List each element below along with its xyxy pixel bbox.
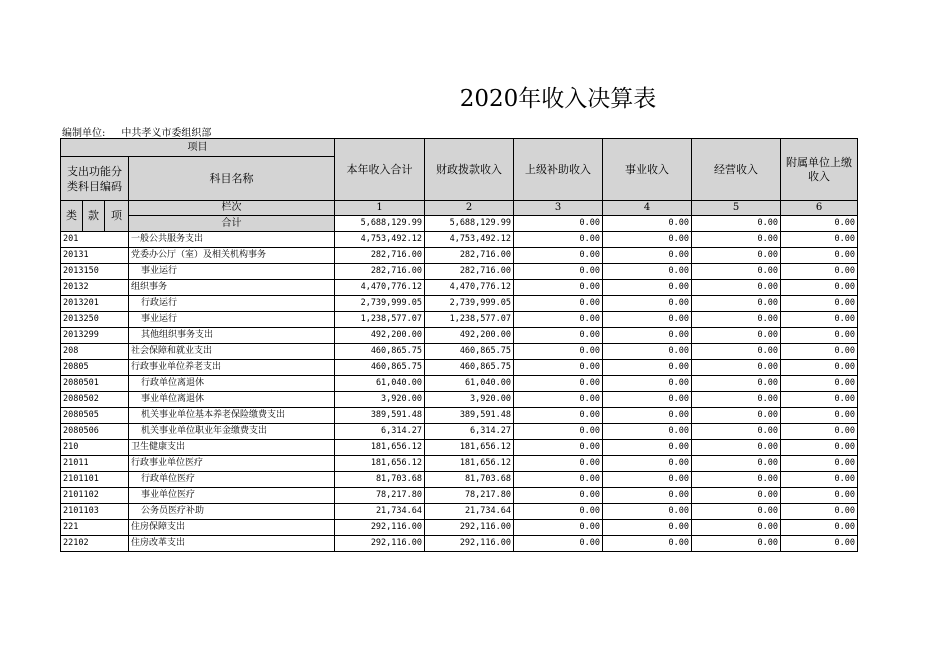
table-row <box>61 328 858 344</box>
table-row <box>61 488 858 504</box>
row-value: 389,591.48 <box>425 408 514 424</box>
row-name: 组织事务 <box>129 280 335 296</box>
row-value: 21,734.64 <box>335 504 425 520</box>
row-value: 0.00 <box>603 328 692 344</box>
header-project: 项目 <box>61 139 335 157</box>
row-name: 行政事业单位医疗 <box>129 456 335 472</box>
row-value: 0.00 <box>514 520 603 536</box>
header-lei: 类 <box>61 201 83 232</box>
row-value: 0.00 <box>692 488 781 504</box>
row-name: 行政运行 <box>129 296 335 312</box>
row-value: 0.00 <box>781 472 858 488</box>
row-value: 292,116.00 <box>425 536 514 552</box>
row-name: 住房改革支出 <box>129 536 335 552</box>
row-code: 2013250 <box>61 312 129 328</box>
table-row <box>61 248 858 264</box>
row-value: 0.00 <box>692 280 781 296</box>
row-name: 行政单位离退休 <box>129 376 335 392</box>
row-value: 0.00 <box>603 248 692 264</box>
row-value: 61,040.00 <box>425 376 514 392</box>
row-value: 282,716.00 <box>335 248 425 264</box>
row-value: 0.00 <box>514 456 603 472</box>
row-value: 181,656.12 <box>425 456 514 472</box>
header-col-6: 附属单位上缴收入 <box>781 139 858 201</box>
row-value: 78,217.80 <box>425 488 514 504</box>
row-value: 78,217.80 <box>335 488 425 504</box>
row-value: 292,116.00 <box>425 520 514 536</box>
header-xiang: 项 <box>105 201 129 232</box>
row-value: 0.00 <box>692 392 781 408</box>
row-name: 卫生健康支出 <box>129 440 335 456</box>
row-value: 81,703.68 <box>425 472 514 488</box>
row-value: 0.00 <box>692 408 781 424</box>
row-value: 0.00 <box>603 312 692 328</box>
row-code: 2013201 <box>61 296 129 312</box>
row-value: 21,734.64 <box>425 504 514 520</box>
row-value: 0.00 <box>781 456 858 472</box>
row-value: 181,656.12 <box>425 440 514 456</box>
row-value: 0.00 <box>781 408 858 424</box>
row-value: 0.00 <box>781 392 858 408</box>
table-row <box>61 376 858 392</box>
table-row <box>61 264 858 280</box>
header-heji: 合计 <box>129 216 335 232</box>
row-code: 2080501 <box>61 376 129 392</box>
row-name: 党委办公厅（室）及相关机构事务 <box>129 248 335 264</box>
row-value: 0.00 <box>603 360 692 376</box>
row-value: 0.00 <box>514 376 603 392</box>
row-value: 0.00 <box>781 296 858 312</box>
row-value: 0.00 <box>692 424 781 440</box>
row-value: 0.00 <box>514 488 603 504</box>
row-value: 0.00 <box>514 344 603 360</box>
row-value: 492,200.00 <box>335 328 425 344</box>
row-value: 0.00 <box>781 328 858 344</box>
row-value: 4,753,492.12 <box>425 232 514 248</box>
table-row <box>61 344 858 360</box>
row-value: 181,656.12 <box>335 440 425 456</box>
table-row <box>61 312 858 328</box>
row-value: 0.00 <box>781 344 858 360</box>
row-code: 2101101 <box>61 472 129 488</box>
row-value: 0.00 <box>514 312 603 328</box>
table-row <box>61 408 858 424</box>
row-value: 0.00 <box>692 248 781 264</box>
header-col-4: 事业收入 <box>603 139 692 201</box>
row-value: 0.00 <box>692 296 781 312</box>
row-name: 其他组织事务支出 <box>129 328 335 344</box>
row-code: 208 <box>61 344 129 360</box>
row-value: 0.00 <box>603 296 692 312</box>
table-row <box>61 296 858 312</box>
row-value: 2,739,999.05 <box>425 296 514 312</box>
row-value: 0.00 <box>781 520 858 536</box>
row-value: 282,716.00 <box>425 248 514 264</box>
row-value: 0.00 <box>781 312 858 328</box>
header-col-2: 财政拨款收入 <box>425 139 514 201</box>
row-value: 0.00 <box>692 376 781 392</box>
row-code: 21011 <box>61 456 129 472</box>
row-value: 0.00 <box>514 248 603 264</box>
row-value: 0.00 <box>514 264 603 280</box>
table-row <box>61 424 858 440</box>
row-value: 292,116.00 <box>335 536 425 552</box>
row-code: 2080505 <box>61 408 129 424</box>
row-value: 0.00 <box>603 264 692 280</box>
row-value: 0.00 <box>692 232 781 248</box>
row-value: 492,200.00 <box>425 328 514 344</box>
row-value: 0.00 <box>603 280 692 296</box>
table-row <box>61 280 858 296</box>
row-value: 460,865.75 <box>425 344 514 360</box>
row-value: 0.00 <box>514 536 603 552</box>
row-name: 事业单位离退休 <box>129 392 335 408</box>
row-name: 住房保障支出 <box>129 520 335 536</box>
row-value: 0.00 <box>603 392 692 408</box>
row-code: 2013299 <box>61 328 129 344</box>
table-row <box>61 472 858 488</box>
row-value: 0.00 <box>514 232 603 248</box>
row-value: 0.00 <box>514 296 603 312</box>
total-cell: 0.00 <box>692 216 781 232</box>
row-value: 0.00 <box>603 424 692 440</box>
row-value: 0.00 <box>692 456 781 472</box>
row-value: 0.00 <box>603 520 692 536</box>
income-table <box>60 138 858 552</box>
row-name: 行政单位医疗 <box>129 472 335 488</box>
col-num-1: 1 <box>335 201 425 216</box>
table-row <box>61 536 858 552</box>
row-value: 0.00 <box>603 232 692 248</box>
row-code: 2013150 <box>61 264 129 280</box>
row-value: 0.00 <box>692 344 781 360</box>
row-value: 0.00 <box>692 440 781 456</box>
row-value: 0.00 <box>514 440 603 456</box>
row-value: 0.00 <box>603 504 692 520</box>
row-value: 460,865.75 <box>335 344 425 360</box>
row-value: 282,716.00 <box>425 264 514 280</box>
row-value: 0.00 <box>781 232 858 248</box>
row-value: 3,920.00 <box>425 392 514 408</box>
row-value: 0.00 <box>514 504 603 520</box>
total-cell: 0.00 <box>603 216 692 232</box>
row-value: 0.00 <box>781 536 858 552</box>
row-value: 61,040.00 <box>335 376 425 392</box>
row-value: 0.00 <box>692 472 781 488</box>
row-value: 0.00 <box>692 264 781 280</box>
row-value: 0.00 <box>781 440 858 456</box>
unit-line <box>62 124 211 139</box>
row-value: 0.00 <box>781 280 858 296</box>
row-code: 2101103 <box>61 504 129 520</box>
col-num-5: 5 <box>692 201 781 216</box>
col-num-3: 3 <box>514 201 603 216</box>
row-value: 1,238,577.07 <box>425 312 514 328</box>
row-value: 0.00 <box>514 472 603 488</box>
row-code: 2080506 <box>61 424 129 440</box>
col-num-4: 4 <box>603 201 692 216</box>
row-value: 282,716.00 <box>335 264 425 280</box>
row-name: 事业运行 <box>129 312 335 328</box>
total-cell: 0.00 <box>514 216 603 232</box>
row-code: 22102 <box>61 536 129 552</box>
row-code: 2101102 <box>61 488 129 504</box>
table-row <box>61 504 858 520</box>
row-value: 0.00 <box>692 520 781 536</box>
table-row <box>61 456 858 472</box>
row-value: 0.00 <box>781 504 858 520</box>
row-value: 4,753,492.12 <box>335 232 425 248</box>
table-row <box>61 360 858 376</box>
col-num-2: 2 <box>425 201 514 216</box>
row-value: 3,920.00 <box>335 392 425 408</box>
total-cell: 5,688,129.99 <box>425 216 514 232</box>
row-value: 0.00 <box>781 488 858 504</box>
row-value: 0.00 <box>514 328 603 344</box>
total-cell: 5,688,129.99 <box>335 216 425 232</box>
header-code-col: 支出功能分类科目编码 <box>61 157 129 201</box>
row-value: 0.00 <box>692 312 781 328</box>
header-kuan: 款 <box>83 201 105 232</box>
row-value: 0.00 <box>692 536 781 552</box>
row-value: 0.00 <box>603 440 692 456</box>
row-value: 4,470,776.12 <box>335 280 425 296</box>
header-col-3: 上级补助收入 <box>514 139 603 201</box>
row-value: 6,314.27 <box>425 424 514 440</box>
row-name: 机关事业单位基本养老保险缴费支出 <box>129 408 335 424</box>
row-value: 389,591.48 <box>335 408 425 424</box>
row-code: 210 <box>61 440 129 456</box>
row-name: 行政事业单位养老支出 <box>129 360 335 376</box>
row-name: 社会保障和就业支出 <box>129 344 335 360</box>
row-code: 20805 <box>61 360 129 376</box>
row-value: 0.00 <box>603 536 692 552</box>
row-value: 0.00 <box>781 376 858 392</box>
row-name: 事业运行 <box>129 264 335 280</box>
row-value: 0.00 <box>692 360 781 376</box>
row-code: 221 <box>61 520 129 536</box>
total-cell: 0.00 <box>781 216 858 232</box>
unit-name: 中共孝义市委组织部 <box>121 128 212 139</box>
row-code: 2080502 <box>61 392 129 408</box>
row-code: 20132 <box>61 280 129 296</box>
row-value: 181,656.12 <box>335 456 425 472</box>
header-lanci: 栏次 <box>129 201 335 216</box>
row-name: 机关事业单位职业年金缴费支出 <box>129 424 335 440</box>
header-col-1: 本年收入合计 <box>335 139 425 201</box>
row-value: 0.00 <box>514 424 603 440</box>
header-name-col: 科目名称 <box>129 157 335 201</box>
row-value: 0.00 <box>781 360 858 376</box>
row-value: 0.00 <box>603 408 692 424</box>
row-value: 0.00 <box>514 392 603 408</box>
row-value: 0.00 <box>603 376 692 392</box>
row-name: 事业单位医疗 <box>129 488 335 504</box>
row-value: 1,238,577.07 <box>335 312 425 328</box>
table-row <box>61 392 858 408</box>
row-value: 4,470,776.12 <box>425 280 514 296</box>
row-name: 公务员医疗补助 <box>129 504 335 520</box>
row-value: 2,739,999.05 <box>335 296 425 312</box>
col-num-6: 6 <box>781 201 858 216</box>
row-value: 0.00 <box>781 248 858 264</box>
row-value: 0.00 <box>603 472 692 488</box>
row-value: 292,116.00 <box>335 520 425 536</box>
row-value: 0.00 <box>603 456 692 472</box>
row-value: 6,314.27 <box>335 424 425 440</box>
row-value: 0.00 <box>514 360 603 376</box>
row-value: 0.00 <box>514 408 603 424</box>
unit-label: 编制单位: <box>62 128 106 139</box>
row-value: 0.00 <box>603 488 692 504</box>
row-value: 0.00 <box>603 344 692 360</box>
row-value: 0.00 <box>514 280 603 296</box>
table-row <box>61 520 858 536</box>
row-value: 81,703.68 <box>335 472 425 488</box>
page-title: 2020年收入决算表 <box>459 86 657 112</box>
row-value: 0.00 <box>692 504 781 520</box>
row-code: 20131 <box>61 248 129 264</box>
row-value: 0.00 <box>781 424 858 440</box>
header-col-5: 经营收入 <box>692 139 781 201</box>
row-value: 0.00 <box>781 264 858 280</box>
row-name: 一般公共服务支出 <box>129 232 335 248</box>
row-code: 201 <box>61 232 129 248</box>
row-value: 0.00 <box>692 328 781 344</box>
row-value: 460,865.75 <box>425 360 514 376</box>
row-value: 460,865.75 <box>335 360 425 376</box>
table-row <box>61 440 858 456</box>
table-row <box>61 232 858 248</box>
